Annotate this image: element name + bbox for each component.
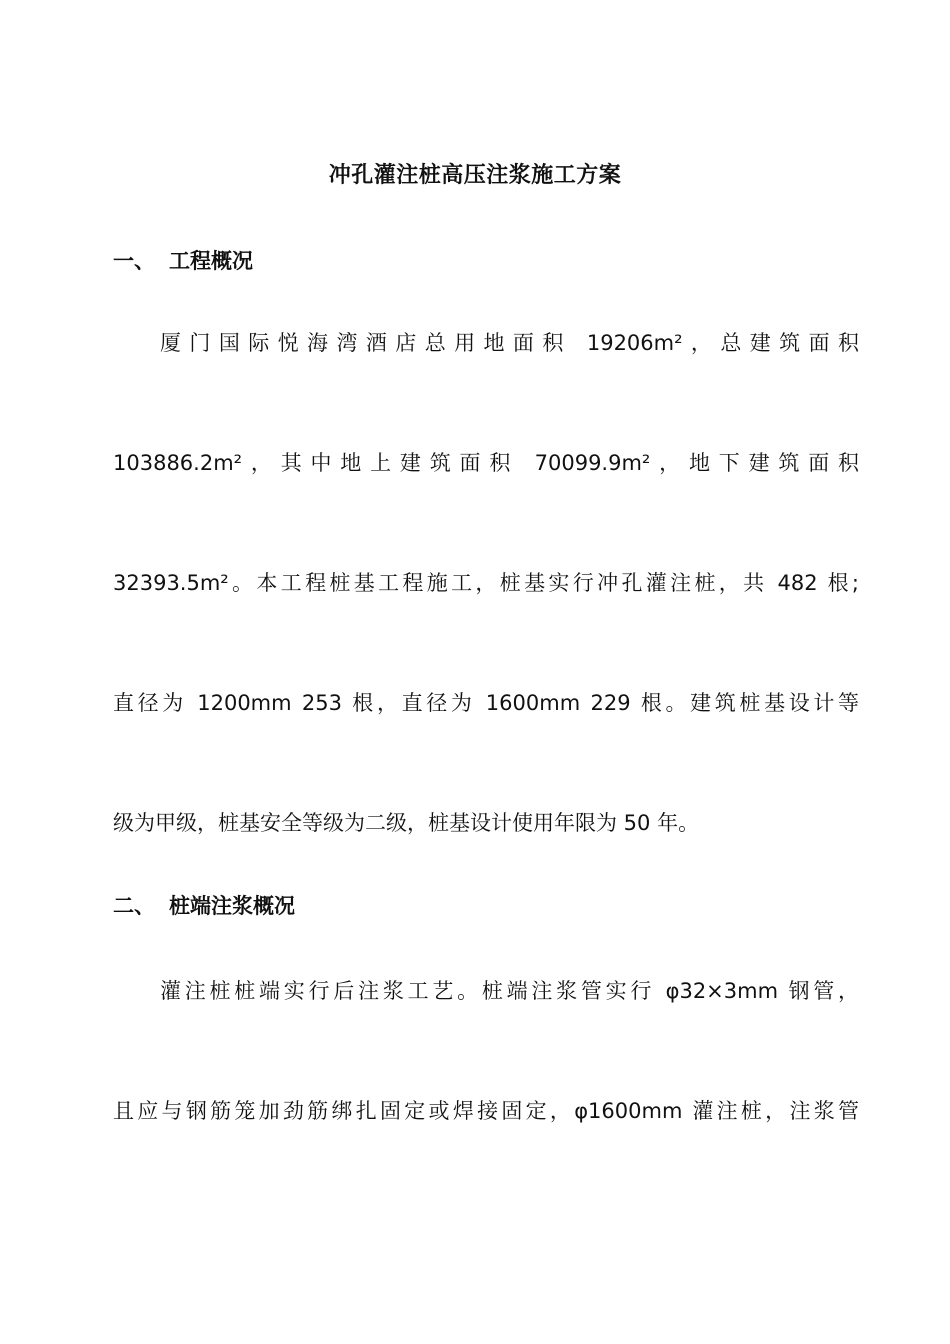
paragraph-line: 级为甲级，桩基安全等级为二级，桩基设计使用年限为 50 年。 (113, 811, 700, 835)
paragraph-line: 103886.2m²，其中地上建筑面积 70099.9m²，地下建筑面积 (113, 451, 859, 475)
section-heading-overview (113, 245, 253, 277)
document-title: 冲孔灌注桩高压注浆施工方案 (328, 163, 622, 188)
section-title: 工程概况 (169, 249, 253, 273)
paragraph-line: 且应与钢筋笼加劲筋绑扎固定或焊接固定，φ1600mm 灌注桩，注浆管 (113, 1099, 859, 1123)
section-title: 桩端注浆概况 (169, 894, 295, 918)
section-heading-grouting (113, 890, 295, 922)
paragraph-line: 灌注桩桩端实行后注浆工艺。桩端注浆管实行 φ32×3mm 钢管， (160, 979, 859, 1003)
paragraph-line: 厦门国际悦海湾酒店总用地面积 19206m²，总建筑面积 (160, 331, 859, 355)
paragraph-line: 32393.5m²。本工程桩基工程施工，桩基实行冲孔灌注桩，共 482 根; (113, 571, 859, 595)
paragraph-line: 直径为 1200mm 253 根，直径为 1600mm 229 根。建筑桩基设计等 (113, 691, 859, 715)
section-number: 二、 (113, 894, 155, 918)
section-number: 一、 (113, 249, 155, 273)
